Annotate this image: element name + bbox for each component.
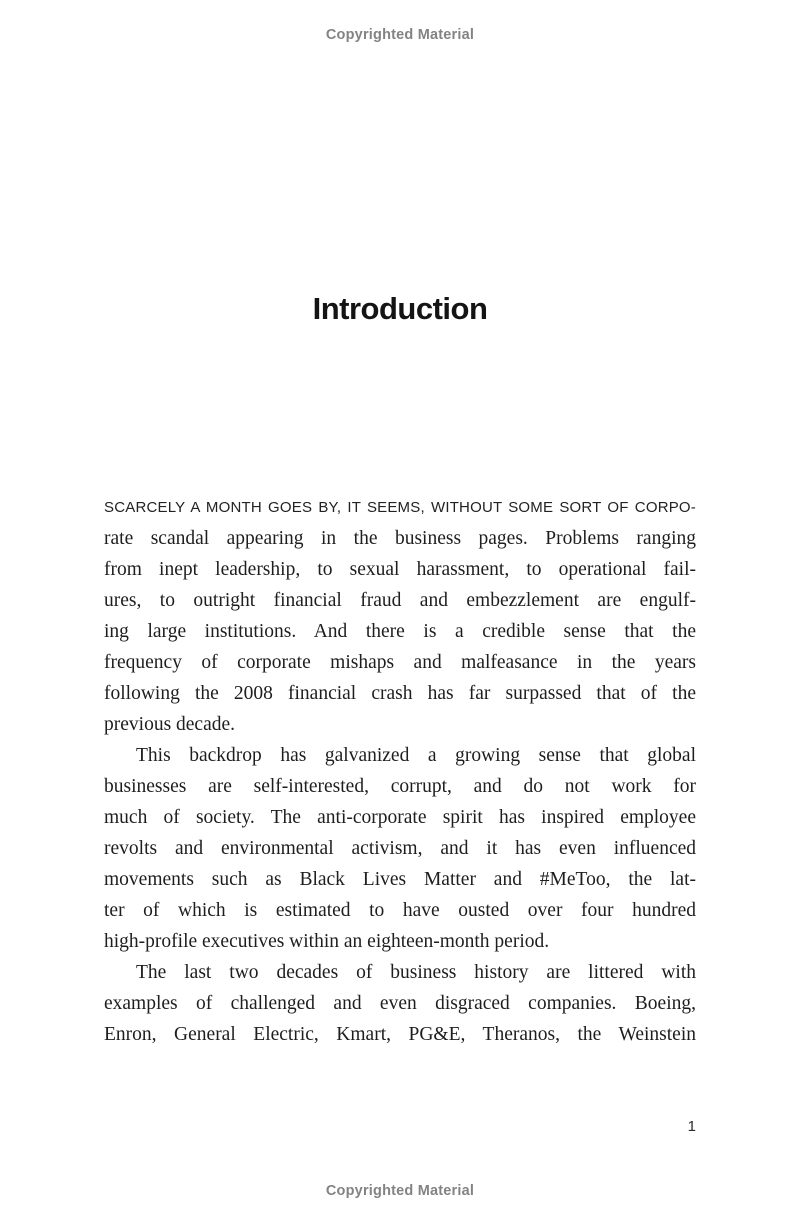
body-line: following the 2008 financial crash has far surpassed that of the — [104, 683, 696, 704]
body-line: frequency of corporate mishaps and malfeasance in the years — [104, 652, 696, 673]
body-line: SCARCELY A MONTH GOES BY, IT SEEMS, WITHOUT SOME SORT OF CORPO- — [104, 499, 696, 516]
body-line: movements such as Black Lives Matter and #MeToo, the lat- — [104, 869, 696, 890]
body-line: businesses are self-interested, corrupt, and do not work for — [104, 776, 696, 797]
body-line: from inept leadership, to sexual harassment, to operational fail- — [104, 559, 696, 580]
body-line: rate scandal appearing in the business pages. Problems ranging — [104, 528, 696, 549]
copyright-notice-bottom: Copyrighted Material — [325, 1183, 475, 1199]
body-line: ures, to outright financial fraud and embezzlement are engulf- — [104, 590, 696, 611]
body-line: The last two decades of business history are littered with — [136, 962, 696, 983]
body-line: ing large institutions. And there is a credible sense that the — [104, 621, 696, 642]
body-line: much of society. The anti-corporate spirit has inspired employee — [104, 807, 696, 828]
chapter-title: Introduction — [312, 291, 488, 326]
body-line: examples of challenged and even disgraced companies. Boeing, — [104, 993, 696, 1014]
body-line: This backdrop has galvanized a growing sense that global — [136, 745, 696, 766]
body-line: previous decade. — [104, 714, 236, 735]
body-line: revolts and environmental activism, and it has even influenced — [104, 838, 696, 859]
body-line: high-profile executives within an eighteen-month period. — [104, 931, 550, 952]
body-text — [104, 492, 696, 1050]
body-line: ter of which is estimated to have ousted over four hundred — [104, 900, 696, 921]
body-line: Enron, General Electric, Kmart, PG&E, Theranos, the Weinstein — [104, 1024, 696, 1045]
copyright-notice-top: Copyrighted Material — [325, 27, 475, 43]
page-number: 1 — [687, 1118, 696, 1135]
